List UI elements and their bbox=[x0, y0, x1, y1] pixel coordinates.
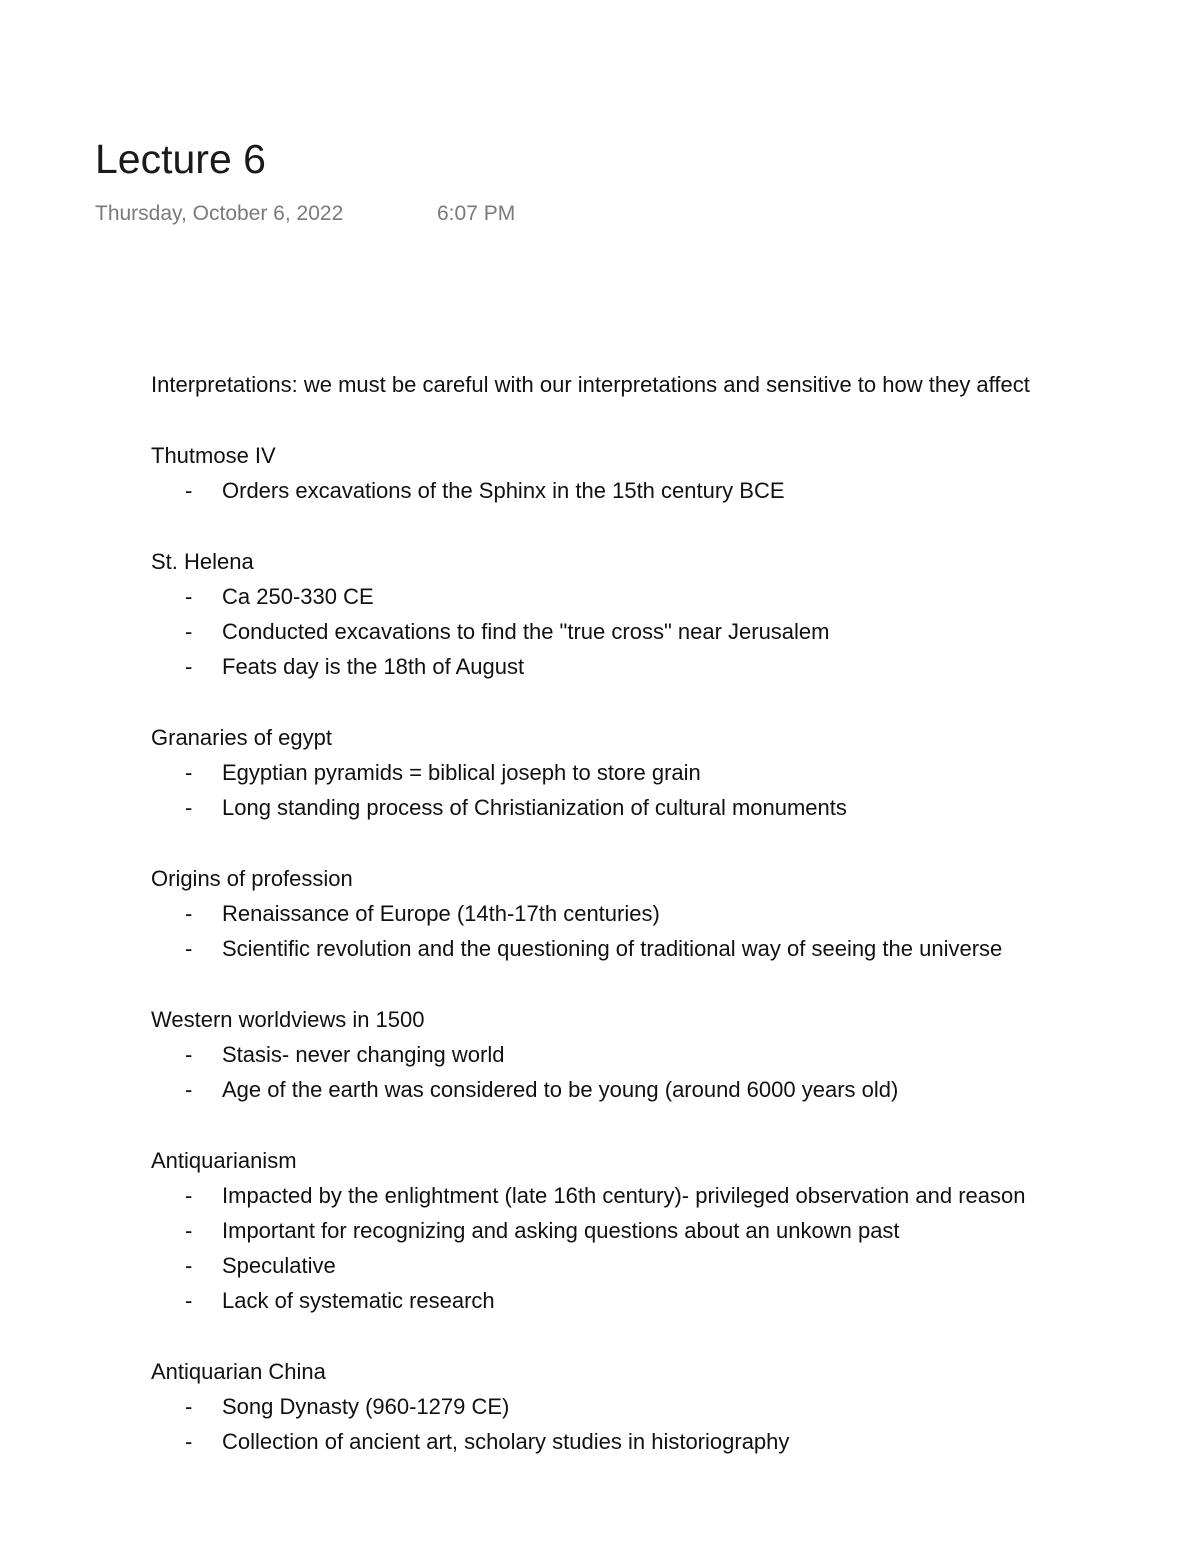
section-heading: Origins of profession bbox=[151, 866, 353, 891]
bullet-dash-icon: - bbox=[185, 760, 193, 785]
bullet-dash-icon: - bbox=[185, 1288, 193, 1313]
bullet-item bbox=[151, 1248, 1200, 1283]
bullet-text: Scientific revolution and the questioning of traditional way of seeing the universe bbox=[222, 936, 1003, 961]
bullet-text: Lack of systematic research bbox=[222, 1288, 495, 1313]
bullet-text: Impacted by the enlightment (late 16th century)- privileged observation and reason bbox=[222, 1183, 1026, 1208]
bullet-item bbox=[151, 1424, 1200, 1459]
page-title: Lecture 6 bbox=[95, 136, 266, 182]
bullet-text: Long standing process of Christianization of cultural monuments bbox=[222, 795, 847, 820]
bullet-dash-icon: - bbox=[185, 1429, 193, 1454]
bullet-text: Conducted excavations to find the "true cross" near Jerusalem bbox=[222, 619, 830, 644]
bullet-text: Egyptian pyramids = biblical joseph to store grain bbox=[222, 760, 701, 785]
bullet-dash-icon: - bbox=[185, 654, 193, 679]
bullet-item bbox=[151, 649, 1200, 684]
bullet-item bbox=[151, 1213, 1200, 1248]
bullet-dash-icon: - bbox=[185, 619, 193, 644]
bullet-dash-icon: - bbox=[185, 936, 193, 961]
bullet-dash-icon: - bbox=[185, 795, 193, 820]
note-body[interactable] bbox=[151, 367, 1200, 1454]
bullet-dash-icon: - bbox=[185, 1218, 193, 1243]
bullet-text: Renaissance of Europe (14th-17th centuries) bbox=[222, 901, 660, 926]
bullet-dash-icon: - bbox=[185, 1183, 193, 1208]
bullet-item bbox=[151, 790, 1200, 825]
blank-line bbox=[151, 966, 1200, 1002]
bullet-item bbox=[151, 1037, 1200, 1072]
section-heading: Thutmose IV bbox=[151, 443, 276, 468]
bullet-text: Stasis- never changing world bbox=[222, 1042, 505, 1067]
bullet-item bbox=[151, 896, 1200, 931]
bullet-dash-icon: - bbox=[185, 1253, 193, 1278]
bullet-dash-icon: - bbox=[185, 1077, 193, 1102]
blank-line bbox=[151, 402, 1200, 438]
bullet-text: Feats day is the 18th of August bbox=[222, 654, 525, 679]
note-time: 6:07 PM bbox=[437, 202, 516, 225]
section-heading: Antiquarian China bbox=[151, 1359, 326, 1384]
bullet-item bbox=[151, 579, 1200, 614]
bullet-item bbox=[151, 614, 1200, 649]
bullet-item bbox=[151, 1178, 1200, 1213]
bullet-item bbox=[151, 1389, 1200, 1424]
bullet-item bbox=[151, 755, 1200, 790]
bullet-dash-icon: - bbox=[185, 1042, 193, 1067]
section-heading: Antiquarianism bbox=[151, 1148, 297, 1173]
bullet-dash-icon: - bbox=[185, 1394, 193, 1419]
bullet-dash-icon: - bbox=[185, 901, 193, 926]
bullet-item bbox=[151, 1072, 1200, 1107]
blank-line bbox=[151, 508, 1200, 544]
section-heading: St. Helena bbox=[151, 549, 254, 574]
bullet-text: Ca 250-330 CE bbox=[222, 584, 374, 609]
blank-line bbox=[151, 825, 1200, 861]
section-heading: Interpretations: we must be careful with our interpretations and sensitive to how they affect bbox=[151, 372, 1030, 397]
blank-line bbox=[151, 1107, 1200, 1143]
bullet-text: Orders excavations of the Sphinx in the 15th century BCE bbox=[222, 478, 785, 503]
bullet-item bbox=[151, 931, 1200, 966]
bullet-dash-icon: - bbox=[185, 584, 193, 609]
blank-line bbox=[151, 684, 1200, 720]
bullet-item bbox=[151, 1283, 1200, 1318]
section-heading: Granaries of egypt bbox=[151, 725, 332, 750]
bullet-text: Collection of ancient art, scholary studies in historiography bbox=[222, 1429, 790, 1454]
bullet-text: Speculative bbox=[222, 1253, 336, 1278]
note-date: Thursday, October 6, 2022 bbox=[95, 202, 344, 225]
bullet-item bbox=[151, 473, 1200, 508]
bullet-text: Song Dynasty (960-1279 CE) bbox=[222, 1394, 510, 1419]
bullet-text: Age of the earth was considered to be young (around 6000 years old) bbox=[222, 1077, 899, 1102]
section-heading: Western worldviews in 1500 bbox=[151, 1007, 425, 1032]
bullet-dash-icon: - bbox=[185, 478, 193, 503]
blank-line bbox=[151, 1318, 1200, 1354]
bullet-text: Important for recognizing and asking questions about an unkown past bbox=[222, 1218, 900, 1243]
